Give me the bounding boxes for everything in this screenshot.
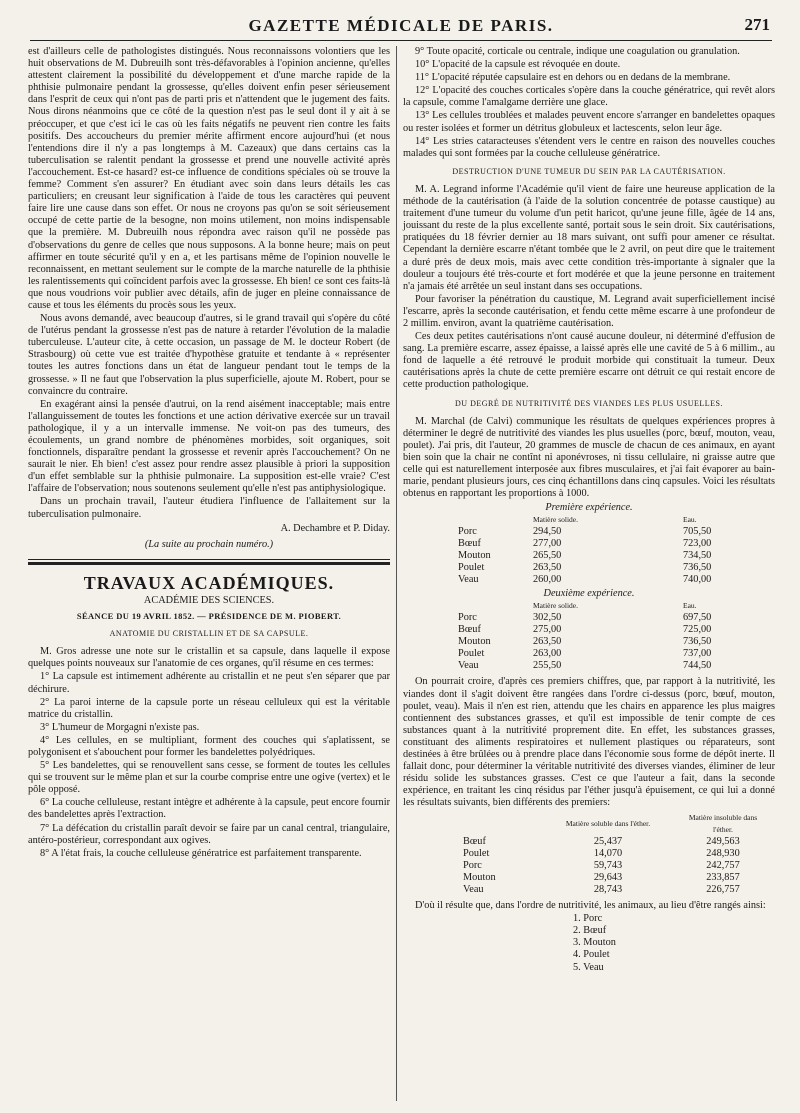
list-item: 5° Les bandelettes, qui se renouvellent sans cesse, se forment de toutes les cellules qui se trouvent sur le même plan et sur la courbe comprise entre une ogive (vertex) et le pôle opposé.: [28, 760, 390, 796]
list-item: 4. Poulet: [573, 949, 610, 961]
table-row: Bœuf 277,00 723,00: [458, 538, 712, 550]
table-row: Bœuf 275,00 725,00: [458, 624, 712, 636]
list-item: 5. Veau: [573, 961, 604, 973]
table-row: Mouton 263,50 736,50: [458, 636, 712, 648]
column-header: Eau.: [683, 515, 697, 525]
section-title: TRAVAUX ACADÉMIQUES.: [83, 572, 335, 593]
column-header: Matière soluble dans l'éther.: [565, 818, 651, 828]
paragraph: Pour favoriser la pénétration du caustique, M. Legrand avait superficiellement incisé l'escarre, après la seconde cautérisation, et fendu cette même escarre à une profondeur de 2 millim. environ, avant la quatrième cautérisation.: [403, 293, 775, 329]
paragraph: est d'ailleurs celle de pathologistes distingués. Nous reconnaissons volontiers que les huit observations de M. Dubreuilh sont très-défavorables à l'opinion ancienne, qu'elles attestent clairement la possibilité du développement et d'une marche rapide de la phthisie pulmonaire pendant la grossesse, qu'elles doivent enfin peser sérieusement dans l'esprit de ceux qui n'ont pas de parti pris et n'attendent que le jugement des faits. Nous dirons néanmoins que ce côté de la question n'est pas le seul dont il y ait à se préoccuper, et que c'est ici le cas où les faits négatifs ne peuvent rien contre les faits positifs. Des accoucheurs du premier mérite affirment encore aujourd'hui (et nous l'entendions dire il n'y a pas longtemps à M. Cazeaux) que dans certains cas la tuberculisation se ralentit pendant la grossesse et prend une nouvelle activité après l'accouchement. Est-ce hasard? est-ce influence de conditions spéciales où se trouve la femme? Comment s'en assurer? En étudiant avec soin dans leurs détails les cas particuliers; en creusant leur signification à l'aide de tous les caractères qui peuvent faire lire une cause dans son effet. Or nous ne croyons pas qu'on se soit sérieusement occupé de cette partie de la besogne, non moins utilement, non moins indispensable que la première. M. Dubreuilh nous répondra avec raison qu'il ne possède pas d'observations du genre de celles que nous supposons. A la bonne heure; mais on peut affirmer en toute sécurité qu'il y en a, et les partisans même de l'opinion nouvelle le reconnaissent, en mettant seulement sur le compte de la marche naturelle de la phthisie les ralentissements qui coïncident parfois avec la grossesse. Eh bien! ce sont ces faits-là que nous voudrions voir publier avec détails, afin de juger en pleine connaissance de cause et tous les éléments du procès sous les yeux.: [28, 46, 390, 311]
list-item: 3. Mouton: [573, 937, 616, 949]
experiment-1-table: [458, 514, 743, 586]
table-row: Veau 260,00 740,00: [458, 574, 712, 586]
list-item: 11° L'opacité réputée capsulaire est en dehors ou en dedans de la membrane.: [415, 72, 731, 84]
paragraph: M. A. Legrand informe l'Académie qu'il vient de faire une heureuse application de la méthode de la cautérisation (à l'aide de la solution concentrée de potasse caustique) au traitement d'une tumeur du volume d'un petit haricot, qu'une jeune fille, âgée de 14 ans, jouissant du reste de la plus excellente santé, portait sous le sein droit. Six cautérisations, pratiquées du 18 février dernier au 18 mars suivant, ont suffi pour amener ce résultat. Cependant la dernière escarre n'étant tombée que le 2 avril, on peut dire que le traitement a duré près de deux mois, mais avec cette condition très-importante à signaler que la douleur a toujours été très-courte et fort modérée et que la jeune personne en traitement n'a jamais été arrêtée un seul instant dans ses occupations.: [403, 183, 775, 292]
list-item: 14° Les stries cataracteuses s'étendent vers le centre en raison des nouvelles couches malades qui sont formées par la couche celluleuse génératrice.: [403, 135, 775, 159]
ether-table: [463, 812, 763, 896]
paragraph: D'où il résulte que, dans l'ordre de nutritivité, les animaux, au lieu d'être rangés ainsi:: [415, 899, 766, 911]
list-item: 4° Les cellules, en se multipliant, forment des couches qui s'aplatissent, se polygonisent et s'abouchent pour former les bandelettes polyédriques.: [28, 734, 390, 758]
paragraph: On pourrait croire, d'après ces premiers chiffres, que, par rapport à la nutritivité, les viandes dont il s'agit doivent être rangées dans l'ordre ci-dessus (porc, bœuf, mouton, poulet, veau). Mais il n'en est rien, attendu que les chairs en apparence les plus maigres contiennent des substances grasses, et qu'il est impossible de tenir compte de ces substances quant à la nutritivité proprement dite. En effet, les substances grasses, constituant des aliments respiratoires et nullement plastiques ou réparateurs, sont destinées à être brûlées ou à prendre place dans l'économie sous forme de dépôt inerte. Il fallait donc, pour déterminer la véritable nutritivité des diverses viandes, éliminer de leur résidu solide les substances grasses. C'est ce que l'auteur a fait, dans la seconde expérience, en traitant les cinq résidus par l'éther jusqu'à épuisement, ce qui lui a donné les résultats suivants, bien différents des premiers:: [403, 676, 775, 809]
left-column: [28, 46, 390, 861]
table-row: Mouton 265,50 734,50: [458, 550, 712, 562]
paragraph: Ces deux petites cautérisations n'ont causé aucune douleur, ni déterminé d'effusion de sang. La première escarre, assez épaisse, a laissé après elle une cavité de 5 à 6 millim., au fond de laquelle a été retrouvé le produit morbide qui constituait la tumeur. Deux cautérisations après la chute de cette première escarre ont détruit ce qui restait encore de cette production pathologique.: [403, 331, 775, 391]
table-row: Veau 255,50 744,50: [458, 660, 712, 672]
column-header: Matière solide.: [533, 601, 578, 611]
list-item: 13° Les cellules troublées et malades peuvent encore s'arranger en bandelettes opaques ou rester isolées et former un détritus globuleux et lactescents, selon leur âge.: [403, 110, 775, 134]
article-signature: A. Dechambre et P. Diday.: [280, 522, 390, 534]
column-header: Matière insoluble dans l'éther.: [688, 812, 758, 834]
section-separator: [28, 559, 390, 565]
continued-note: (La suite au prochain numéro.): [144, 538, 274, 550]
table-row: Poulet 14,070 248,930: [463, 847, 740, 859]
page-header: [30, 14, 772, 41]
table-row: Veau 28,743 226,757: [463, 883, 740, 895]
table-row: Mouton 29,643 233,857: [463, 871, 740, 883]
experiment-2-table: [458, 600, 743, 672]
table-row: Porc 294,50 705,50: [458, 526, 712, 538]
list-item: 8° A l'état frais, la couche celluleuse génératrice est parfaitement transparente.: [40, 847, 362, 859]
session-heading: SÉANCE DU 19 AVRIL 1852. — PRÉSIDENCE DE M. PIOBERT.: [76, 611, 342, 622]
list-item: 7° La défécation du cristallin paraît devoir se faire par un canal central, triangulaire, antéro-postérieur, correspondant aux ogives.: [28, 822, 390, 846]
paragraph: M. Gros adresse une note sur le cristallin et sa capsule, dans laquelle il expose quelques points nouveaux sur l'anatomie de ces organes, qu'il résume en ces termes:: [28, 646, 390, 670]
column-header: Eau.: [683, 601, 697, 611]
list-item: 2. Bœuf: [573, 924, 607, 936]
table-row: Poulet 263,50 736,50: [458, 562, 712, 574]
experiment-title: Première expérience.: [545, 502, 633, 514]
subsection-title: ANATOMIE DU CRISTALLIN ET DE SA CAPSULE.: [109, 629, 309, 639]
experiment-title: Deuxième expérience.: [543, 588, 635, 600]
paragraph: Nous avons demandé, avec beaucoup d'autres, si le grand travail qui s'opère du côté de l'utérus pendant la grossesse n'est pas de nature à retarder l'évolution de la maladie tuberculeuse. L'auteur cite, à cette occasion, un passage de M. le docteur Robert (de Strasbourg) où cette vue est traitée d'hypothèse gratuite et tendante à « représenter toutes les autres fonctions dans un état de langueur pendant tout le temps de la grossesse. » Il ne faut que l'observation la plus superficielle, ajoute M. Robert, pour se convaincre du contraire.: [28, 313, 390, 397]
list-item: 1. Porc: [573, 912, 603, 924]
column-divider: [396, 46, 397, 1101]
paragraph: M. Marchal (de Calvi) communique les résultats de quelques expériences propres à déterminer le degré de nutritivité des viandes les plus usuelles (porc, bœuf, mouton, veau, poulet). J'ai pris, dit l'auteur, 20 grammes de muscle de chacun de ces animaux, en ayant bien soin que la chair ne contînt ni aponévroses, ni tissu cellulaire, ni graisse autre que celle qui est naturellement interposée aux fibres musculaires, et j'ai fait évaporer au bain-marie, pendant plusieurs jours, ces cinq échantillons dans cinq capsules. Voici les résultats obtenus en rapportant les proportions à 1000.: [403, 415, 775, 500]
list-item: 2° La paroi interne de la capsule porte un réseau celluleux qui est la véritable matrice du cristallin.: [28, 696, 390, 720]
list-item: 12° L'opacité des couches corticales s'opère dans la couche génératrice, qui revêt alors la capsule, comme l'amalgame derrière une glace.: [403, 85, 775, 109]
table-row: Porc 302,50 697,50: [458, 612, 712, 624]
journal-title: GAZETTE MÉDICALE DE PARIS.: [248, 16, 554, 35]
academy-heading: ACADÉMIE DES SCIENCES.: [143, 594, 275, 606]
subsection-title: DU DEGRÉ DE NUTRITIVITÉ DES VIANDES LES PLUS USUELLES.: [455, 398, 723, 408]
paragraph: En exagérant ainsi la pensée d'autrui, on la rend aisément inacceptable; mais entre l'allanguissement de toutes les fonctions et une action dérivative exercée sur un travail pathologique, il y a un intervalle immense. Ne voit-on pas des tumeurs, des écoulements, un grand nombre de phénomènes morbides, soit organiques, soit fonctionnels, disparaître pendant la grossesse et revenir après l'accouchement? On ne saurait le nier. Eh bien! c'est assez pour rendre assez plausible à priori la supposition d'un effet semblable sur la phthisie pulmonaire. La supposition est-elle vraie? C'est l'affaire de l'observation; nous soutenons seulement qu'elle n'est pas antiphysiologique.: [28, 398, 390, 495]
column-header: Matière solide.: [533, 515, 578, 525]
ranking-list: [573, 913, 775, 974]
table-row: Porc 59,743 242,757: [463, 859, 740, 871]
right-column: [403, 46, 775, 974]
list-item: 3° L'humeur de Morgagni n'existe pas.: [40, 721, 200, 733]
subsection-title: DESTRUCTION D'UNE TUMEUR DU SEIN PAR LA CAUTÉRISATION.: [452, 166, 726, 176]
list-item: 6° La couche celluleuse, restant intègre et adhérente à la capsule, peut encore fournir des bandelettes après l'extraction.: [28, 797, 390, 821]
table-row: Bœuf 25,437 249,563: [463, 835, 740, 847]
table-row: Poulet 263,00 737,00: [458, 648, 712, 660]
list-item: 9° Toute opacité, corticale ou centrale, indique une coagulation ou granulation.: [415, 46, 740, 57]
list-item: 1° La capsule est intimement adhérente au cristallin et ne peut s'en séparer que par déchirure.: [28, 671, 390, 695]
list-item: 10° L'opacité de la capsule est révoquée en doute.: [415, 59, 621, 71]
page-number: 271: [744, 15, 770, 34]
paragraph: Dans un prochain travail, l'auteur étudiera l'influence de l'allaitement sur la tuberculisation pulmonaire.: [28, 496, 390, 520]
